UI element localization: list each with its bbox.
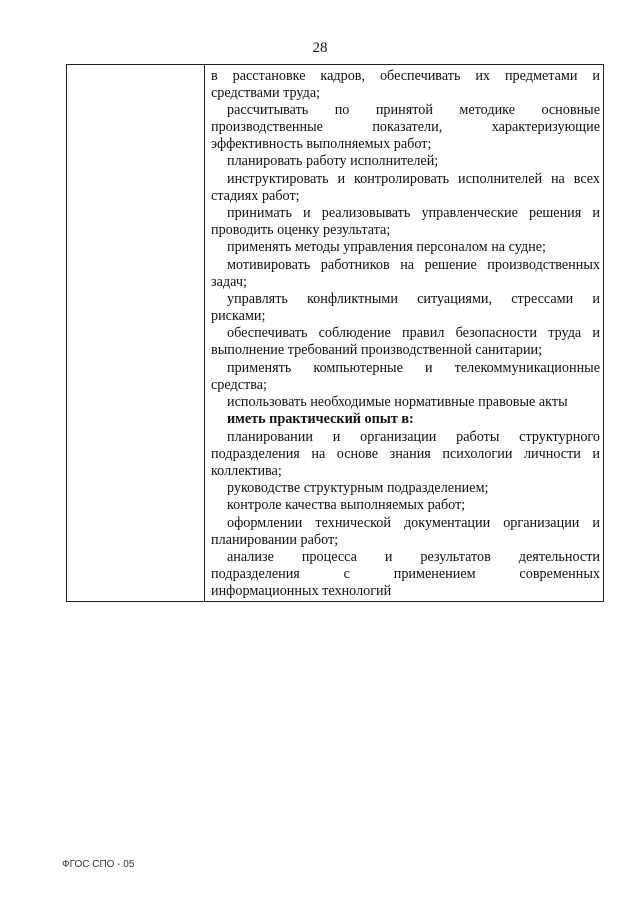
text-line: средства; xyxy=(211,377,267,393)
text-line: информационных технологий xyxy=(211,583,392,599)
text-line: мотивировать работников на решение производственных xyxy=(227,257,600,273)
text-line: применять методы управления персоналом на судне; xyxy=(227,239,546,255)
text-line: принимать и реализовывать управленческие решения и xyxy=(227,205,600,221)
text-line: проводить оценку результата; xyxy=(211,222,391,238)
document-code-footer: ФГОС СПО - 05 xyxy=(62,859,135,870)
text-line: применять компьютерные и телекоммуникационные xyxy=(227,360,600,376)
text-line: в расстановке кадров, обеспечивать их предметами и xyxy=(211,68,600,84)
section-heading: иметь практический опыт в: xyxy=(227,411,414,427)
text-line: руководстве структурным подразделением; xyxy=(227,480,489,496)
text-line: анализе процесса и результатов деятельности xyxy=(227,549,600,565)
text-line: коллектива; xyxy=(211,463,282,479)
text-line: рисками; xyxy=(211,308,266,324)
text-line: подразделения на основе знания психологии личности и xyxy=(211,446,600,462)
text-line: управлять конфликтными ситуациями, стрессами и xyxy=(227,291,600,307)
content-table xyxy=(66,64,604,602)
text-line: выполнение требований производственной санитарии; xyxy=(211,342,543,358)
text-line: планировать работу исполнителей; xyxy=(227,153,439,169)
table-right-column xyxy=(211,65,600,601)
text-line: средствами труда; xyxy=(211,85,321,101)
text-line: обеспечивать соблюдение правил безопасности труда и xyxy=(227,325,600,341)
table-left-column xyxy=(67,65,205,601)
text-line: задач; xyxy=(211,274,247,290)
text-line: подразделения с применением современных xyxy=(211,566,600,582)
text-line: контроле качества выполняемых работ; xyxy=(227,497,466,513)
text-line: планировании работ; xyxy=(211,532,339,548)
text-line: производственные показатели, характеризующие xyxy=(211,119,600,135)
text-line: рассчитывать по принятой методике основные xyxy=(227,102,600,118)
page-number: 28 xyxy=(312,40,328,56)
text-line: использовать необходимые нормативные правовые акты xyxy=(227,394,568,410)
text-line: оформлении технической документации организации и xyxy=(227,515,600,531)
text-line: эффективность выполняемых работ; xyxy=(211,136,432,152)
text-line: стадиях работ; xyxy=(211,188,300,204)
text-line: инструктировать и контролировать исполнителей на всех xyxy=(227,171,600,187)
text-line: планировании и организации работы структурного xyxy=(227,429,600,445)
